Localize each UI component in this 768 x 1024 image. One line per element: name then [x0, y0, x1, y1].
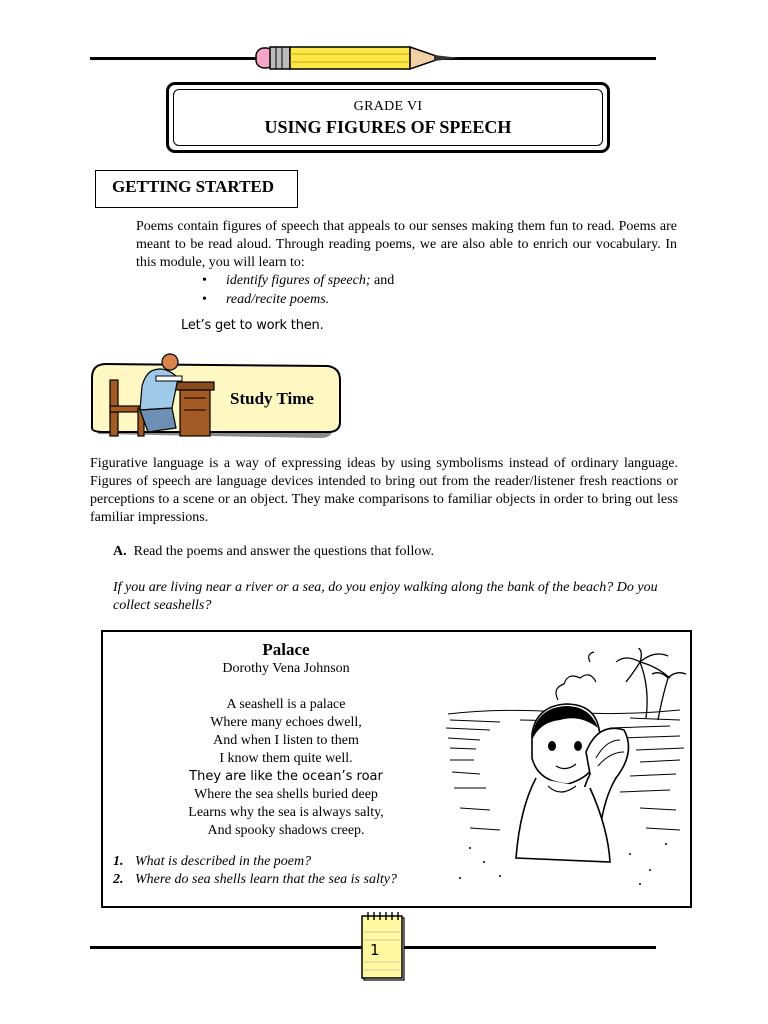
intro-paragraph: Poems contain figures of speech that appeals to our senses making them fun to read. Poems are meant to be read aloud. Through reading poems, we are also able to enrich our vocabulary. In this module, you will learn to: — [136, 219, 677, 270]
notepad-icon — [360, 910, 408, 982]
list-item: • read/recite poems. — [202, 290, 394, 309]
objectives-list — [202, 271, 394, 309]
poem-line: A seashell is a palace — [226, 697, 346, 712]
activity-a: A. Read the poems and answer the questions that follow. — [113, 544, 435, 559]
poem-line: Learns why the sea is always salty, — [188, 805, 384, 820]
module-title-box — [166, 82, 610, 153]
study-time-label: Study Time — [230, 389, 314, 408]
poem-title: Palace — [262, 640, 310, 659]
poem-questions — [113, 853, 397, 889]
poem-line: And when I listen to them — [213, 733, 359, 748]
poem-line: They are like the ocean’s roar — [189, 769, 383, 784]
grade-label: GRADE VI — [353, 99, 423, 114]
poem-author: Dorothy Vena Johnson — [222, 661, 350, 676]
list-item: 1. What is described in the poem? — [113, 854, 312, 869]
child-with-seashell-illustration — [440, 648, 690, 898]
seashell-question: If you are living near a river or a sea, do you enjoy walking along the bank of the beach? Do you collect seashells? — [113, 580, 658, 613]
poem-line: And spooky shadows creep. — [207, 823, 365, 838]
list-item: 2. Where do sea shells learn that the sea is salty? — [113, 872, 397, 887]
list-item: • identify figures of speech; and — [202, 271, 394, 290]
poem-line: Where many echoes dwell, — [210, 715, 362, 730]
closing-line: Let’s get to work then. — [181, 318, 324, 333]
poem-line: I know them quite well. — [219, 751, 353, 766]
module-title: USING FIGURES OF SPEECH — [264, 117, 512, 137]
poem-line: Where the sea shells buried deep — [194, 787, 378, 802]
getting-started-heading: GETTING STARTED — [95, 170, 298, 208]
poem — [150, 640, 422, 840]
figurative-language-paragraph: Figurative language is a way of expressing ideas by using symbolisms instead of ordinary language. Figures of speech are language devices intended to bring out from the reader/listener fresh reactions or perceptions to a scene or an object. They make comparisons to familiar objects in order to bring out less familiar impressions. — [90, 456, 678, 525]
pencil-icon — [254, 44, 466, 72]
page-number: 1 — [370, 941, 380, 959]
